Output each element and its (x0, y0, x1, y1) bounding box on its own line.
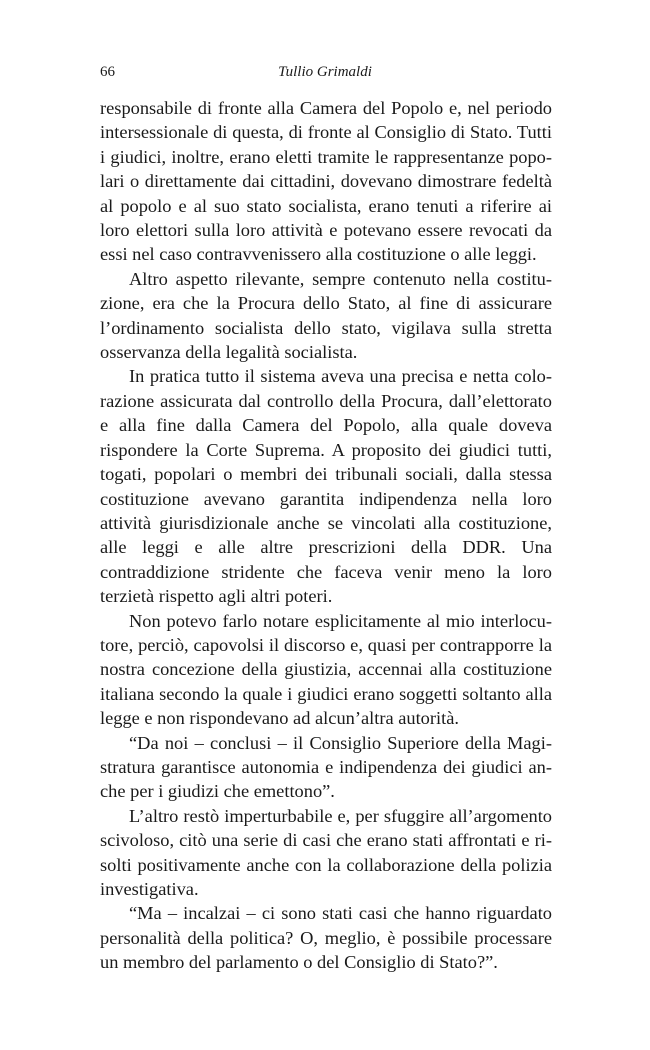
body-text (100, 96, 552, 975)
paragraph: L’altro restò imperturbabile e, per sfuggire all’argomento scivoloso, citò una serie di casi che erano stati affrontati e risolti positivamente anche con la collaborazione della polizia investigativa. (100, 805, 552, 899)
paragraph: “Ma – incalzai – ci sono stati casi che hanno riguardato personalità della politica? O, meglio, è possibile processare un membro del parlamento o del Consiglio di Stato?”. (100, 903, 552, 973)
running-title: Tullio Grimaldi (278, 64, 372, 80)
paragraph: In pratica tutto il sistema aveva una precisa e netta colorazione assicurata dal controllo della Procura, dall’elettorato e alla fine dalla Camera del Popolo, alla quale doveva rispondere la Corte Suprema. A proposito dei giudici tutti, togati, popolari o membri dei tribunali sociali, dalla stessa costituzione avevano garantita indipendenza nella loro attività giurisdizionale anche se vincolati alla costituzione, alle leggi e alle altre prescrizioni della DDR. Una contraddizione stridente che faceva venir meno la loro terzietà rispetto agli altri poteri. (100, 366, 552, 607)
paragraph: “Da noi – conclusi – il Consiglio Superiore della Magistratura garantisce autonomia e indipendenza dei giudici anche per i giudizi che emettono”. (100, 732, 552, 802)
paragraph: Altro aspetto rilevante, sempre contenuto nella costituzione, era che la Procura dello Stato, al fine di assicurare l’ordinamento socialista dello stato, vigilava sulla stretta osservanza della legalità socialista. (100, 268, 552, 363)
paragraph: Non potevo farlo notare esplicitamente al mio interlocutore, perciò, capovolsi il discorso e, quasi per contrapporre la nostra concezione della giustizia, accennai alla costituzione italiana secondo la quale i giudici erano soggetti soltanto alla legge e non rispondevano ad alcun’altra autorità. (100, 610, 552, 729)
running-head (100, 62, 550, 84)
paragraph: responsabile di fronte alla Camera del Popolo e, nel periodo intersessionale di questa, di fronte al Consiglio di Stato. Tutti i giudici, inoltre, erano eletti tramite le rappresentanze popolari o direttamente dai cittadini, dovevano dimostrare fedeltà al popolo e al suo stato socialista, erano tenuti a riferire ai loro elettori sulla loro attività e potevano essere revocati da essi nel caso contravvenissero alla costituzione o alle leggi. (100, 98, 552, 265)
page-number: 66 (100, 64, 115, 80)
